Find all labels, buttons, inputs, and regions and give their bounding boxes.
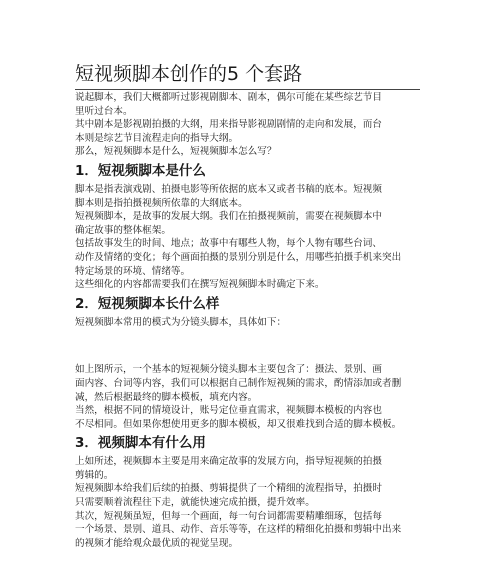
section-line: 只需要顺着流程往下走，就能快速完成拍摄，提升效率。 (75, 497, 315, 509)
intro-line: 说起脚本，我们大概都听过影视剧脚本、剧本，偶尔可能在某些综艺节目 (75, 92, 382, 103)
section-heading: 1．短视频脚本是什么 (75, 162, 206, 179)
section-line: 动作及情绪的变化；每个画面拍摄的景别分别是什么，用哪些拍摄手机来突出 (75, 251, 402, 263)
intro-line: 里听过台本。 (75, 105, 133, 117)
section-2 (75, 295, 420, 432)
section-line: 其次，短视频虽短，但每一个画面，每一句台词都需要精雕细琢，包括每 (75, 510, 382, 522)
section-line: 短视频脚本常用的模式为分镜头脚本，具体如下： (75, 316, 287, 328)
missing-image-area (75, 329, 420, 363)
section-1 (75, 162, 420, 292)
intro-line: 其中剧本是影视剧拍摄的大纲，用来指导影视剧剧情的走向和发展，而台 (75, 119, 382, 131)
section-line: 不尽相同。但如果你想使用更多的脚本模板，却又很难找到合适的脚本模板。 (75, 418, 402, 430)
section-line: 面内容、台词等内容，我们可以根据自己制作短视频的需求，酌情添加或者删 (75, 377, 402, 389)
section-line: 确定故事的整体框架。 (75, 224, 171, 236)
intro-line: 那么，短视频脚本是什么，短视频脚本怎么写？ (75, 146, 277, 158)
document-title: 短视频脚本创作的5 个套路 (75, 63, 303, 85)
section-line: 这些细化的内容都需要我们在撰写短视频脚本时确定下来。 (75, 279, 325, 291)
section-line: 脚本是指表演戏剧、拍摄电影等所依据的底本又或者书稿的底本。短视频 (75, 183, 382, 195)
section-line: 脚本则是指拍摄视频所依靠的大纲底本。 (75, 197, 248, 209)
section-line: 当然，根据不同的情境设计，账号定位垂直需求，视频脚本模板的内容也 (75, 405, 382, 417)
section-line: 剪辑的。 (75, 469, 114, 481)
section-line: 短视频脚本，是故事的发展大纲。我们在拍摄视频前，需要在视频脚本中 (75, 211, 382, 223)
section-line: 上如所述，视频脚本主要是用来确定故事的发展方向，指导短视频的拍摄 (75, 456, 382, 468)
section-line: 如上图所示，一个基本的短视频分镜头脚本主要包含了：摄法、景别、画 (75, 364, 382, 376)
intro-block (75, 91, 420, 159)
section-heading: 3．视频脚本有什么用 (75, 435, 206, 452)
section-line: 包括故事发生的时间、地点；故事中有哪些人物，每个人物有哪些台词、 (75, 238, 382, 250)
title-underline (75, 89, 420, 90)
intro-line: 本则是综艺节目流程走向的指导大纲。 (75, 132, 239, 144)
section-line: 减，然后根据最终的脚本模板，填充内容。 (75, 391, 258, 403)
section-line: 特定场景的环境、情绪等。 (75, 265, 191, 277)
section-3 (75, 434, 420, 550)
section-line: 短视频脚本给我们后续的拍摄、剪辑提供了一个精细的流程指导，拍摄时 (75, 483, 382, 495)
document-page (75, 62, 420, 550)
section-heading: 2．短视频脚本长什么样 (75, 295, 220, 312)
section-line: 的视频才能给观众最优质的视觉呈现。 (75, 537, 239, 549)
section-line: 一个场景、景别、道具、动作、音乐等等，在这样的精细化拍摄和剪辑中出来 (75, 524, 402, 536)
